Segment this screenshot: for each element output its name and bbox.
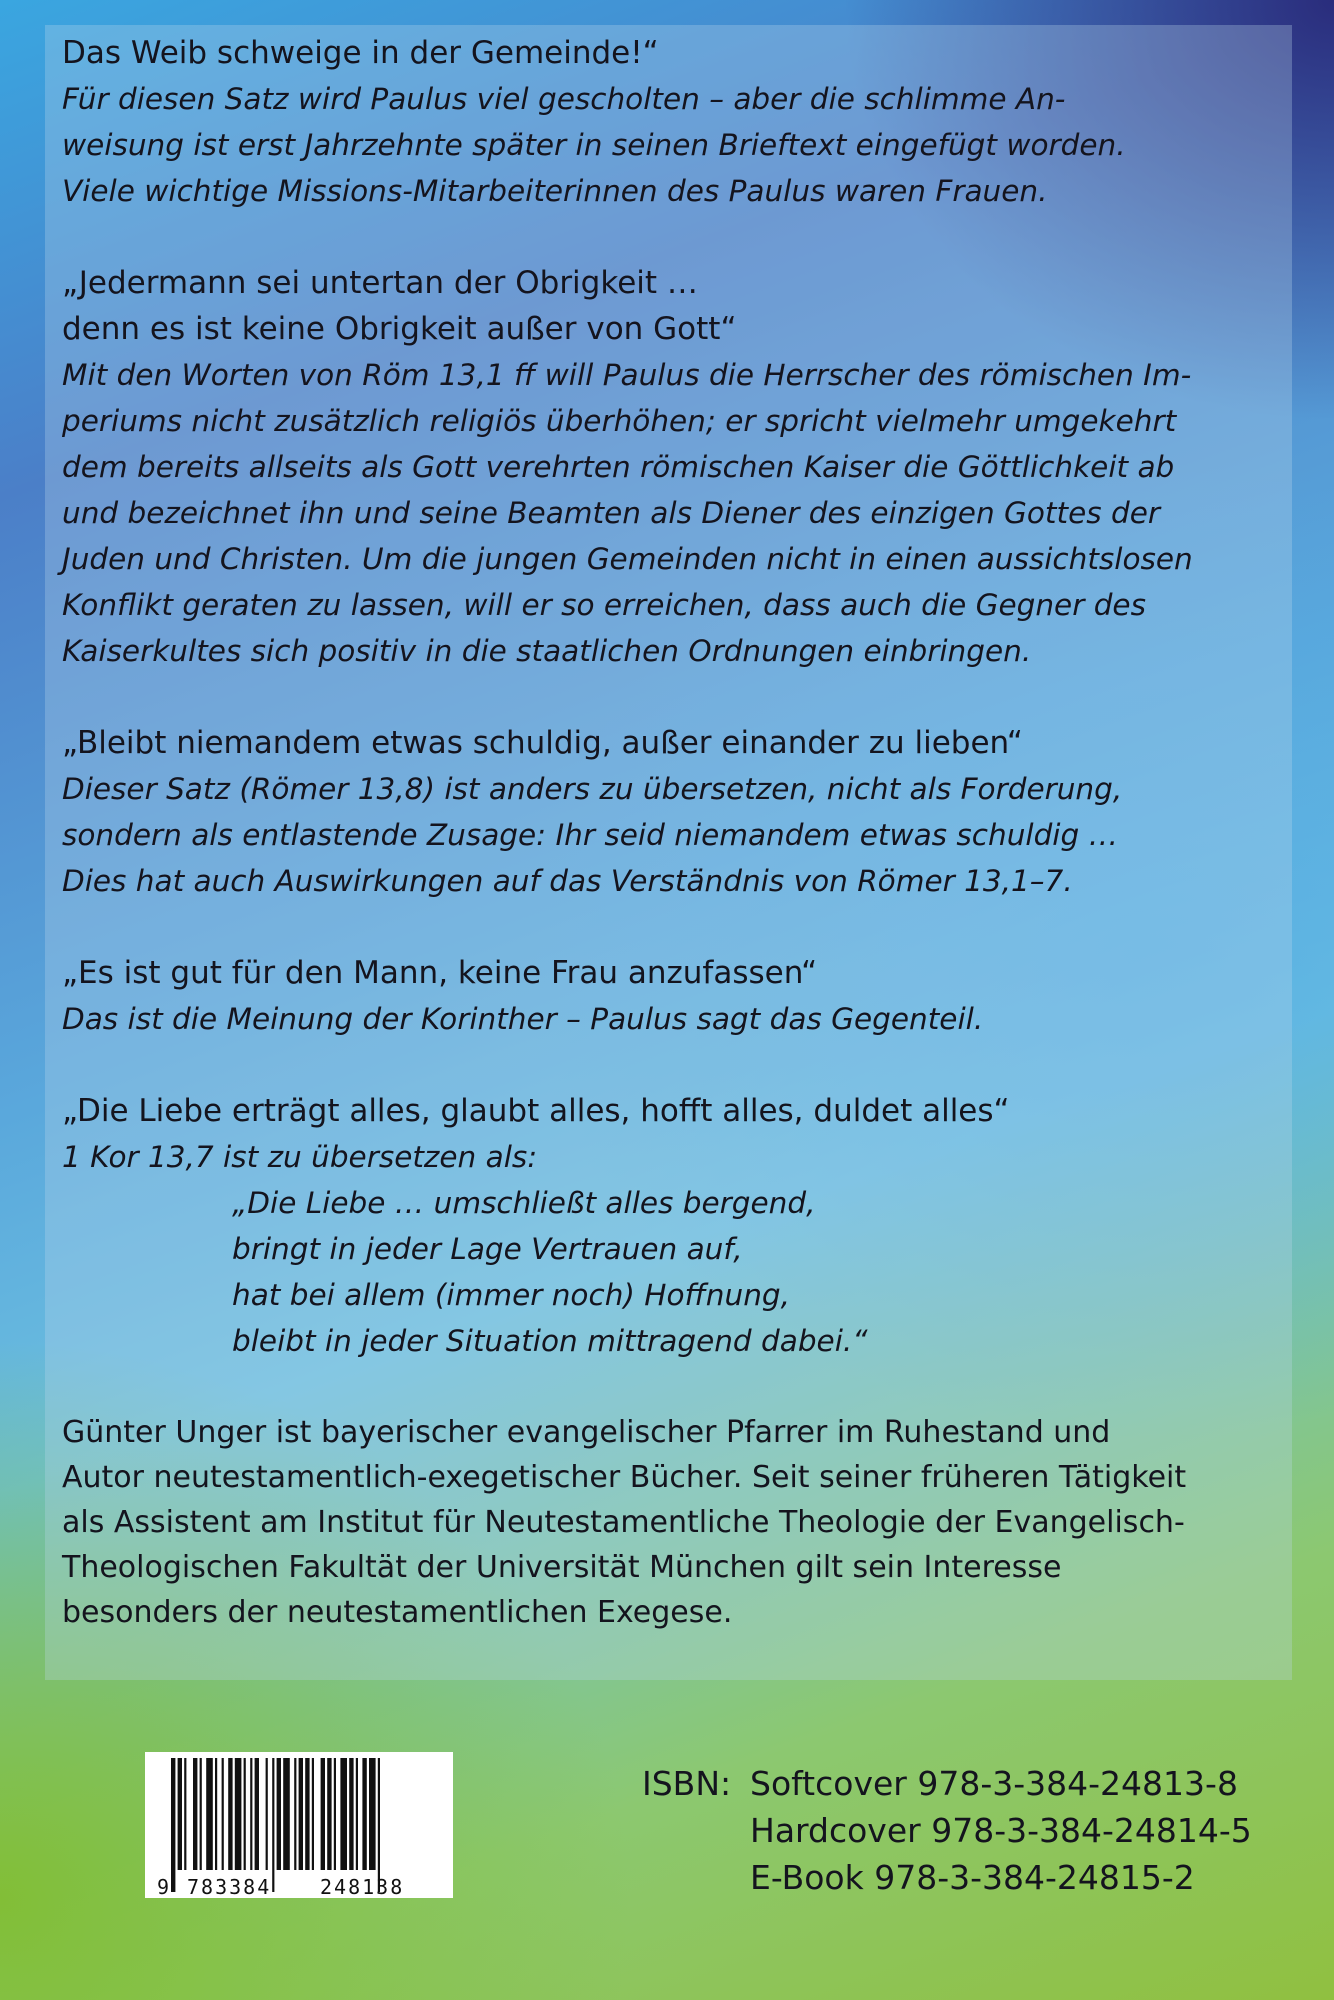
barcode xyxy=(145,1752,453,1898)
barcode-bar xyxy=(362,1758,366,1870)
barcode-bar xyxy=(378,1758,380,1892)
barcode-bar xyxy=(283,1758,290,1870)
barcode-bar xyxy=(356,1758,358,1870)
isbn-number: 978-3-384-24813-8 xyxy=(917,1764,1238,1803)
barcode-left-group: 783384 xyxy=(187,1875,272,1898)
barcode-bar xyxy=(299,1758,303,1870)
barcode-bar xyxy=(178,1758,182,1870)
barcode-graphic xyxy=(145,1752,453,1898)
quote-heading: „Es ist gut für den Mann, keine Frau anzufassen“ xyxy=(62,955,818,991)
commentary: 1 Kor 13,7 ist zu übersetzen als: xyxy=(62,1140,538,1174)
isbn-number: 978-3-384-24815-2 xyxy=(874,1858,1195,1897)
barcode-bar xyxy=(369,1758,376,1870)
section-3 xyxy=(62,720,1302,904)
section-5 xyxy=(62,1088,1302,1364)
quote-heading: Das Weib schweige in der Gemeinde!“ xyxy=(62,35,659,71)
barcode-bar xyxy=(294,1758,296,1870)
barcode-right-group: 248138 xyxy=(320,1875,405,1898)
isbn-block xyxy=(642,1760,1252,1901)
barcode-bar xyxy=(312,1758,314,1870)
barcode-bar xyxy=(215,1758,217,1870)
isbn-row-ebook xyxy=(642,1854,1252,1901)
author-bio: Günter Unger ist bayerischer evangelischer Pfarrer im Ruhestand und Autor neutestamentlich-exegetischer Bücher. Seit seiner früheren Tätigkeit als Assistent am Institut für Neutestamentliche Theologie der Evangelisch- Theologischen Fakultät der Universität München gilt sein Interesse besonders der neutestamentlichen Exegese. xyxy=(62,1415,1187,1630)
barcode-bar xyxy=(272,1758,274,1892)
barcode-bar xyxy=(250,1758,252,1870)
barcode-bar xyxy=(206,1758,213,1870)
barcode-bar xyxy=(305,1758,309,1870)
barcode-bar xyxy=(244,1758,246,1870)
author-bio-block xyxy=(62,1410,1302,1635)
barcode-bar xyxy=(327,1758,331,1870)
barcode-bar xyxy=(334,1758,336,1870)
barcode-bar xyxy=(266,1758,268,1870)
barcode-bar xyxy=(235,1758,242,1870)
commentary: Das ist die Meinung der Korinther – Paulus sagt das Gegenteil. xyxy=(62,1002,984,1036)
isbn-row-softcover xyxy=(642,1760,1252,1807)
barcode-bar xyxy=(321,1758,325,1870)
section-2 xyxy=(62,260,1302,674)
barcode-bar xyxy=(255,1758,259,1870)
barcode-bar xyxy=(184,1758,186,1870)
isbn-format: E-Book xyxy=(750,1858,864,1897)
barcode-bar xyxy=(228,1758,232,1870)
quote-heading: „Jedermann sei untertan der Obrigkeit … denn es ist keine Obrigkeit außer von Gott“ xyxy=(62,265,737,347)
barcode-bar xyxy=(340,1758,347,1870)
barcode-bar xyxy=(193,1758,197,1870)
barcode-bar xyxy=(349,1758,353,1870)
commentary: Dieser Satz (Römer 13,8) ist anders zu übersetzen, nicht als Forderung, sondern als entlastende Zusage: Ihr seid niemandem etwas schuldig … Dies hat auch Auswirkungen auf das Verständnis von Römer 13,1–7. xyxy=(62,772,1123,898)
translation-quote: „Die Liebe … umschließt alles bergend, bringt in jeder Lage Vertrauen auf, hat bei allem (immer noch) Hoffnung, bleibt in jeder Situation mittragend dabei.“ xyxy=(232,1186,868,1358)
isbn-row-hardcover xyxy=(642,1807,1252,1854)
quote-heading: „Die Liebe erträgt alles, glaubt alles, hofft alles, duldet alles“ xyxy=(62,1093,1010,1129)
commentary: Mit den Worten von Röm 13,1 ff will Paulus die Herrscher des römischen Im- periums nicht zusätzlich religiös überhöhen; er spricht vielmehr umgekehrt dem bereits allseits als Gott verehrten römischen Kaiser die Göttlichkeit ab und bezeichnet ihn und seine Beamten als Diener des einzigen Gottes der Juden und Christen. Um die jungen Gemeinden nicht in einen aussichtslosen Konflikt geraten zu lassen, will er so erreichen, dass auch die Gegner des Kaiserkultes sich positiv in die staatlichen Ordnungen einbringen. xyxy=(62,358,1193,668)
barcode-bar xyxy=(277,1758,281,1870)
quote-heading: „Bleibt niemandem etwas schuldig, außer einander zu lieben“ xyxy=(62,725,1023,761)
barcode-bar xyxy=(171,1758,175,1892)
isbn-format: Hardcover xyxy=(750,1811,921,1850)
barcode-bar xyxy=(200,1758,202,1870)
isbn-label: ISBN: xyxy=(642,1764,732,1803)
barcode-bar xyxy=(222,1758,224,1870)
isbn-format: Softcover xyxy=(750,1764,907,1803)
commentary: Für diesen Satz wird Paulus viel gescholten – aber die schlimme An- weisung ist erst Jahrzehnte später in seinen Brieftext eingefügt worden. Viele wichtige Missions-Mitarbeiterinnen des Paulus waren Frauen. xyxy=(62,82,1126,208)
isbn-number: 978-3-384-24814-5 xyxy=(931,1811,1252,1850)
barcode-first-digit: 9 xyxy=(157,1875,170,1898)
back-cover-text xyxy=(62,30,1302,1681)
section-1 xyxy=(62,30,1302,214)
section-4 xyxy=(62,950,1302,1042)
